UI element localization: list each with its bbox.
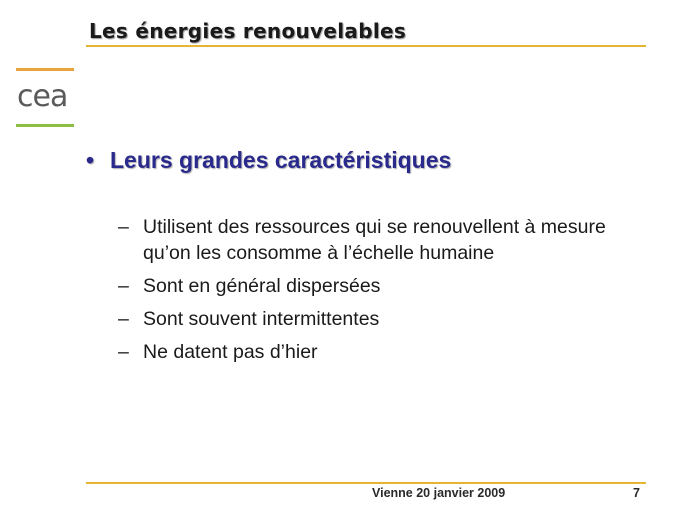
sub-bullet-text: Sont souvent intermittentes bbox=[143, 308, 380, 330]
list-item bbox=[118, 214, 638, 266]
dash-icon: – bbox=[118, 216, 129, 238]
footer-location-date: Vienne 20 janvier 2009 bbox=[372, 486, 506, 500]
cea-logo-mark bbox=[16, 81, 76, 113]
sub-bullet-text: Sont en général dispersées bbox=[143, 275, 381, 297]
list-item bbox=[118, 306, 638, 332]
logo-text: cea bbox=[17, 81, 68, 113]
main-bullet bbox=[86, 147, 451, 174]
dash-icon: – bbox=[118, 275, 129, 297]
sub-bullet-text: Ne datent pas d’hier bbox=[143, 341, 318, 363]
dash-icon: – bbox=[118, 341, 129, 363]
list-item bbox=[118, 339, 638, 365]
page-number: 7 bbox=[633, 486, 640, 500]
main-bullet-text: Leurs grandes caractéristiques bbox=[110, 147, 452, 173]
logo-bottom-bar bbox=[16, 124, 74, 127]
sub-bullet-text: Utilisent des ressources qui se renouvellent à mesure qu’on les consomme à l’échelle humaine bbox=[143, 216, 606, 264]
footer-divider bbox=[86, 482, 646, 484]
bullet-icon: • bbox=[86, 147, 95, 173]
dash-icon: – bbox=[118, 308, 129, 330]
logo-top-bar bbox=[16, 68, 74, 71]
cea-logo bbox=[16, 68, 76, 128]
slide-title: Les énergies renouvelables bbox=[89, 19, 407, 43]
sub-bullet-list bbox=[118, 214, 638, 372]
title-divider bbox=[86, 45, 646, 47]
list-item bbox=[118, 273, 638, 299]
